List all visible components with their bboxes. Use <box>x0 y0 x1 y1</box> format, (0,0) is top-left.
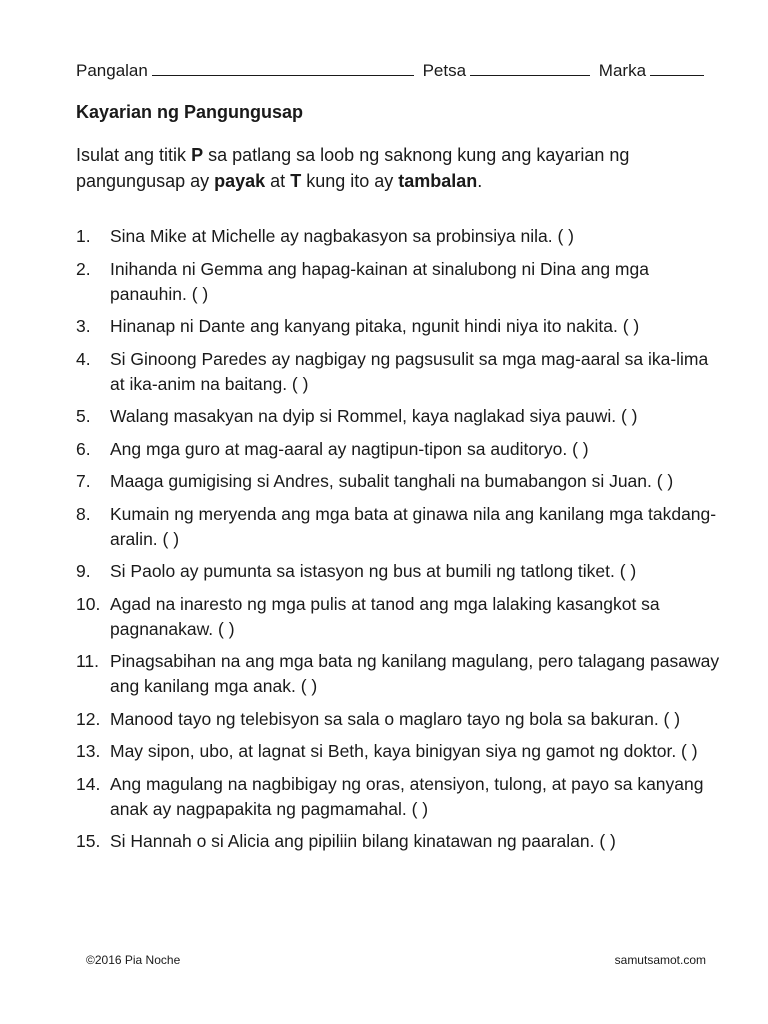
header-row <box>76 58 716 83</box>
instructions-text: sa patlang sa loob ng saknong kung ang kayarian ng pangungusap ay <box>76 145 630 191</box>
question-item <box>76 649 726 699</box>
question-text: Si Paolo ay pumunta sa istasyon ng bus at bumili ng tatlong tiket. ( ) <box>110 561 637 581</box>
copyright-text: ©2016 Pia Noche <box>86 953 181 967</box>
question-number: 14. <box>76 773 101 794</box>
question-text: Manood tayo ng telebisyon sa sala o maglaro tayo ng bola sa bakuran. ( ) <box>110 708 681 729</box>
question-item <box>76 437 726 462</box>
question-text: May sipon, ubo, at lagnat si Beth, kaya binigyan siya ng gamot ng doktor. ( ) <box>110 741 698 761</box>
score-blank[interactable] <box>650 58 704 76</box>
word-tambalan: tambalan <box>398 171 478 191</box>
question-item <box>76 347 726 397</box>
instructions-text: at <box>265 171 291 191</box>
question-item <box>76 559 726 584</box>
question-item <box>76 224 726 249</box>
question-number: 9. <box>76 561 91 581</box>
question-number: 1. <box>76 226 91 246</box>
word-payak: payak <box>214 171 266 191</box>
question-number: 5. <box>76 406 91 426</box>
name-label: Pangalan <box>76 61 148 80</box>
question-text: Sina Mike at Michelle ay nagbakasyon sa probinsiya nila. ( ) <box>110 226 574 246</box>
question-item <box>76 739 726 764</box>
question-list <box>76 224 726 862</box>
question-number: 6. <box>76 438 91 459</box>
question-text: Agad na inaresto ng mga pulis at tanod ang mga lalaking kasangkot sa pagnanakaw. ( ) <box>110 593 660 639</box>
question-number: 2. <box>76 258 91 279</box>
question-text: Pinagsabihan na ang mga bata ng kanilang magulang, pero talagang pasaway ang kanilang mga anak. ( ) <box>110 651 720 696</box>
question-number: 7. <box>76 471 91 491</box>
question-text: Si Hannah o si Alicia ang pipiliin bilang kinatawan ng paaralan. ( ) <box>110 831 616 851</box>
question-text: Hinanap ni Dante ang kanyang pitaka, ngunit hindi niya ito nakita. ( ) <box>110 316 640 336</box>
instructions-text: . <box>477 171 483 191</box>
letter-t: T <box>290 171 302 191</box>
question-item <box>76 707 726 732</box>
instructions-text: Isulat ang titik <box>76 145 192 165</box>
date-label: Petsa <box>422 61 467 80</box>
question-text: Ang magulang na nagbibigay ng oras, atensiyon, tulong, at payo sa kanyang anak ay nagpapakita ng pagmamahal. ( ) <box>110 773 704 819</box>
question-number: 3. <box>76 316 91 336</box>
question-text: Walang masakyan na dyip si Rommel, kaya naglakad siya pauwi. ( ) <box>110 406 638 426</box>
question-number: 4. <box>76 348 91 369</box>
question-item <box>76 257 726 307</box>
question-item <box>76 314 726 339</box>
question-number: 10. <box>76 593 101 614</box>
question-text: Maaga gumigising si Andres, subalit tanghali na bumabangon si Juan. ( ) <box>110 471 674 491</box>
question-text: Ang mga guro at mag-aaral ay nagtipun-tipon sa auditoryo. ( ) <box>110 438 589 459</box>
instructions-text: kung ito ay <box>301 171 399 191</box>
site-url: samutsamot.com <box>614 953 706 967</box>
question-text: Si Ginoong Paredes ay nagbigay ng pagsusulit sa mga mag-aaral sa ika-lima at ika-anim na baitang. ( ) <box>110 348 709 394</box>
question-number: 8. <box>76 503 91 524</box>
instructions <box>76 142 696 194</box>
question-text: Kumain ng meryenda ang mga bata at ginawa nila ang kanilang mga takdang-aralin. ( ) <box>110 503 717 549</box>
question-item <box>76 404 726 429</box>
question-item <box>76 502 726 552</box>
name-blank[interactable] <box>152 58 414 76</box>
letter-p: P <box>191 145 204 165</box>
worksheet-title: Kayarian ng Pangungusap <box>76 102 304 122</box>
question-number: 12. <box>76 708 101 729</box>
question-number: 13. <box>76 741 101 761</box>
score-label: Marka <box>598 61 647 80</box>
question-item <box>76 829 726 854</box>
question-text: Inihanda ni Gemma ang hapag-kainan at sinalubong ni Dina ang mga panauhin. ( ) <box>110 258 649 304</box>
question-number: 11. <box>76 651 100 671</box>
question-item <box>76 772 726 822</box>
question-item <box>76 592 726 642</box>
question-number: 15. <box>76 831 101 851</box>
question-item <box>76 469 726 494</box>
date-blank[interactable] <box>470 58 590 76</box>
